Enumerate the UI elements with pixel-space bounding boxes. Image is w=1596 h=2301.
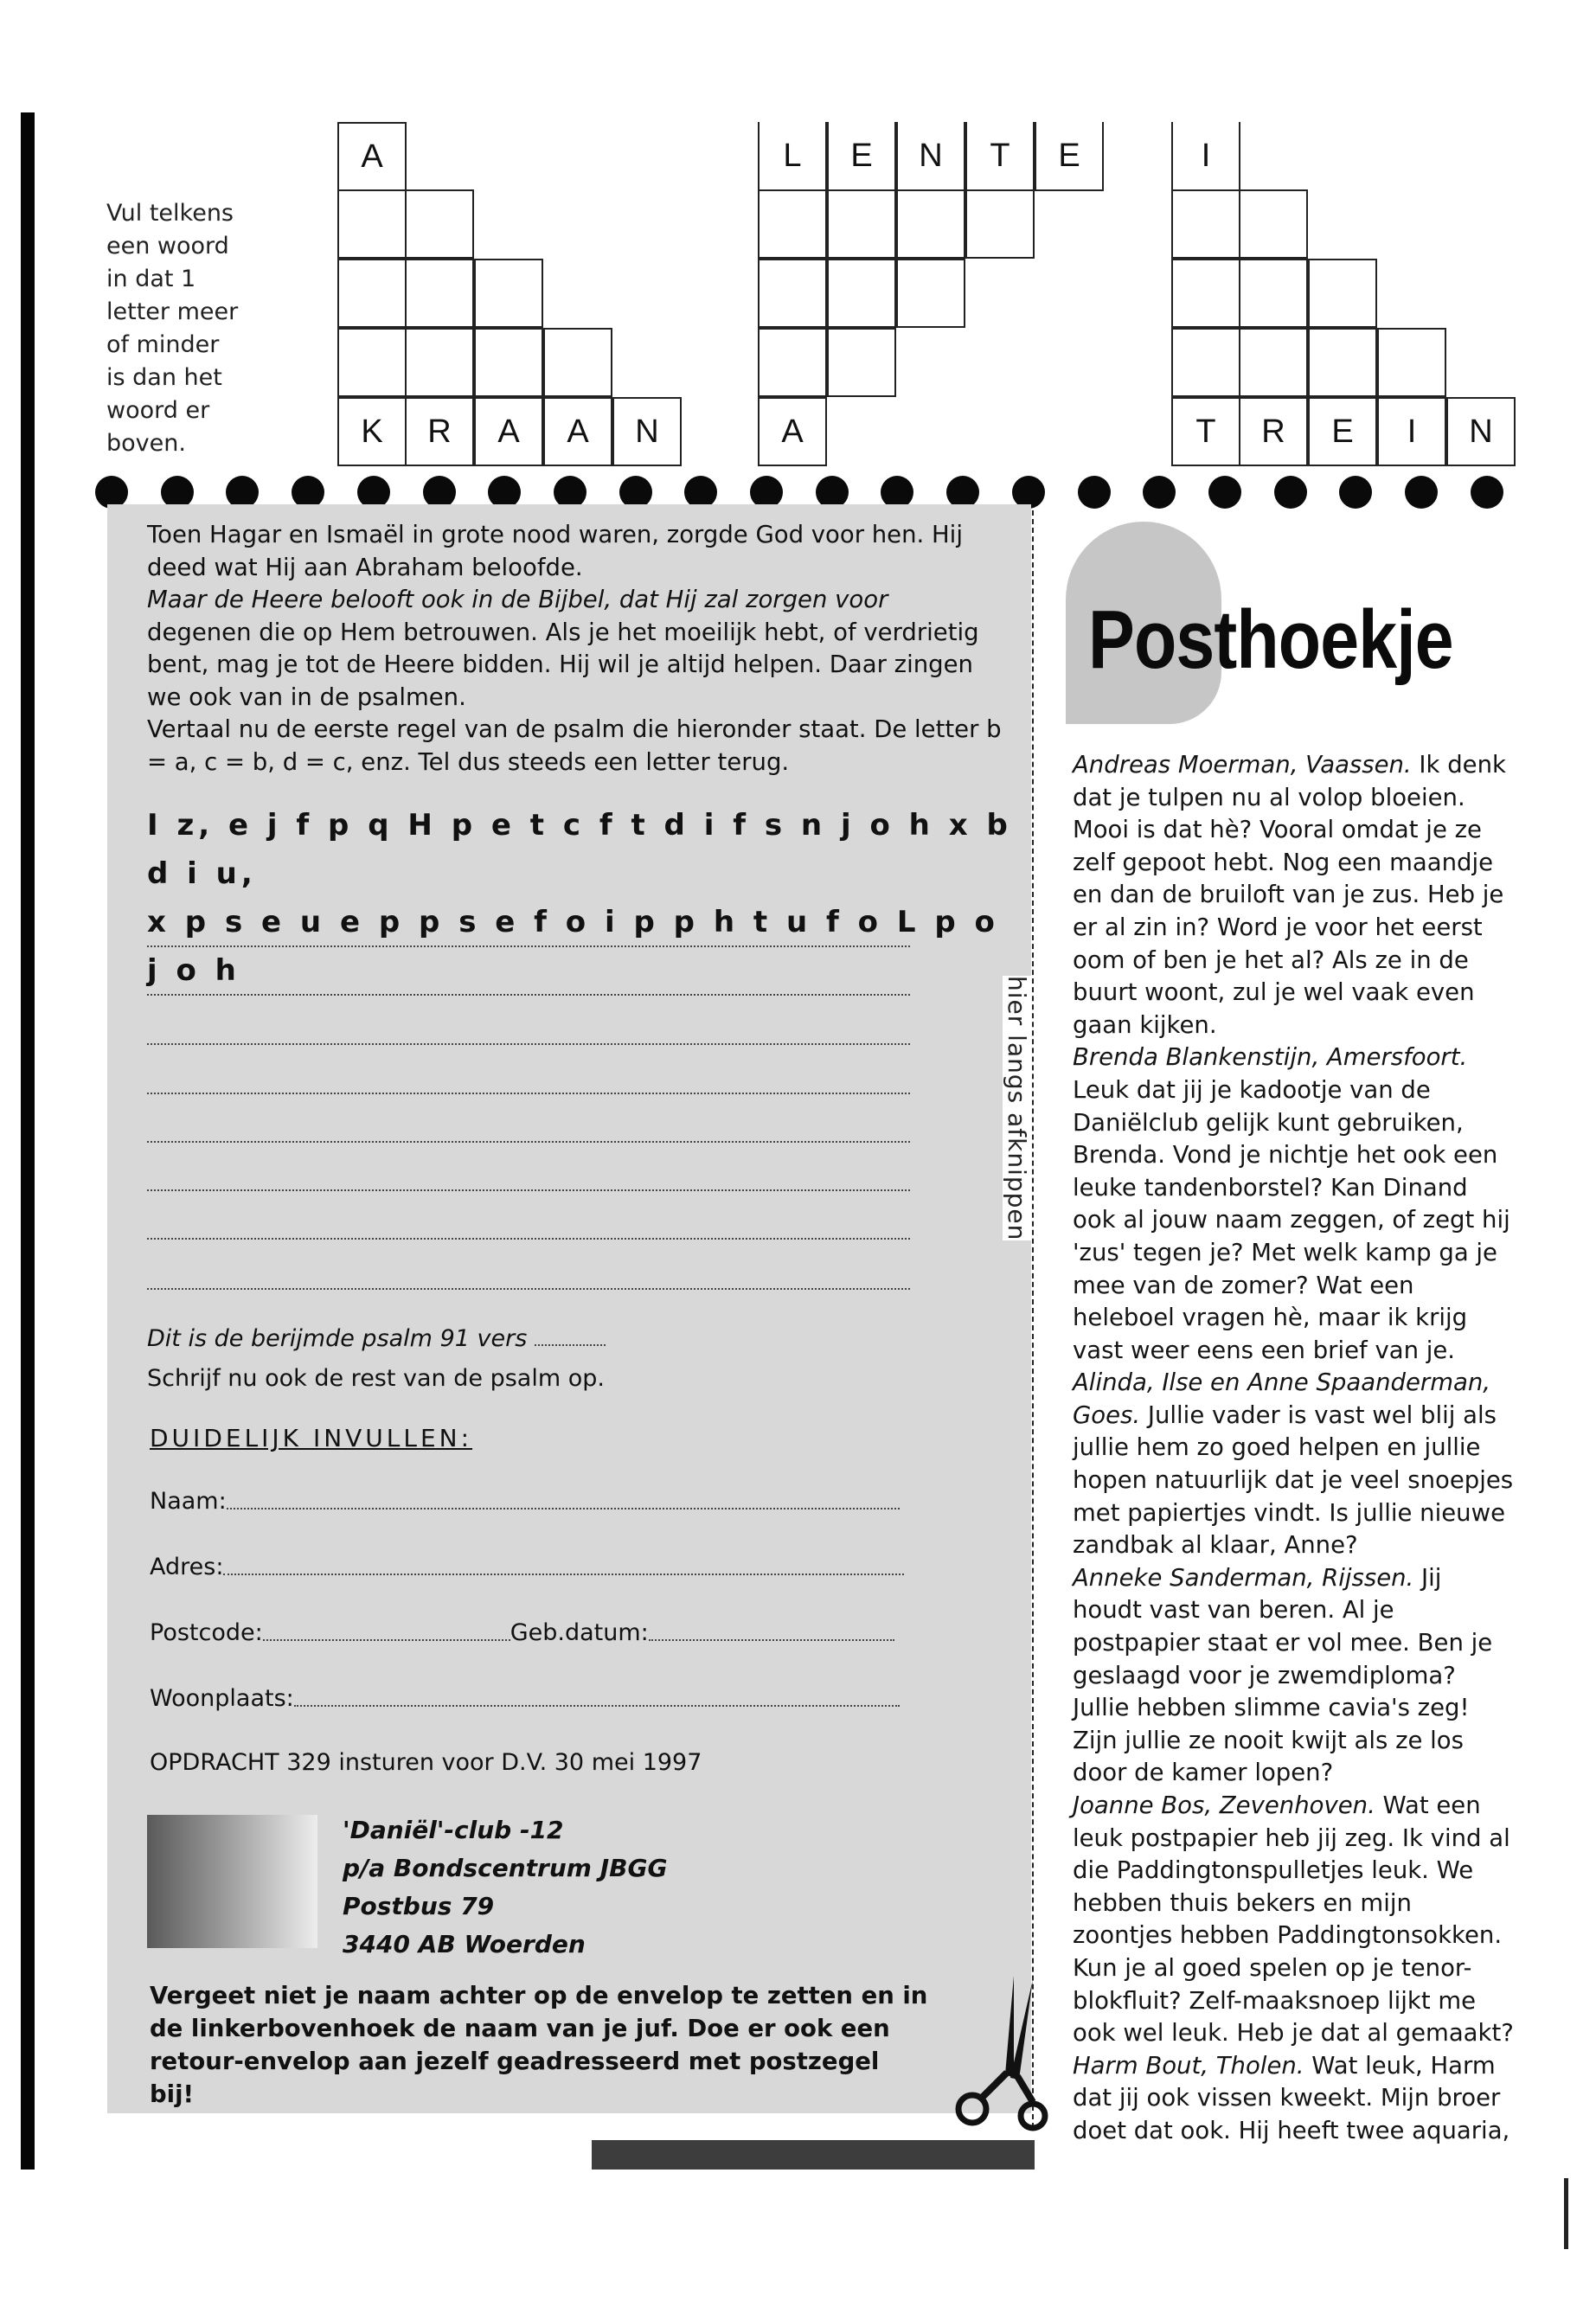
address-line: Postbus 79 — [343, 1892, 495, 1920]
reminder-text: Vergeet niet je naam achter op de envelop te zetten en in de linkerbovenhoek de naam van je juf. Doe er ook een retour-envelop aan jezelf geadresseerd met postzegel bij! — [150, 1982, 928, 2108]
grid1-bottom-cell[interactable]: N — [612, 397, 682, 466]
separator-dot — [1208, 476, 1241, 509]
scan-right-edge — [1564, 2178, 1568, 2249]
grid-cell[interactable] — [1239, 328, 1308, 397]
city-field[interactable] — [150, 1685, 900, 1712]
grid1-bottom-cell[interactable]: K — [337, 397, 407, 466]
grid-cell[interactable] — [758, 328, 827, 397]
cipher-line: I z, e j f p q H p e t c f t d i f s n j o h x b d i u, — [147, 808, 1012, 891]
separator-dot — [1078, 476, 1111, 509]
grid-cell[interactable] — [474, 259, 543, 328]
grid1-bottom-cell[interactable]: R — [405, 397, 474, 466]
intro-instruction: Vertaal nu de eerste regel van de psalm die hieronder staat. De letter b = a, c = b, d = c, enz. Tel dus steeds een letter terug. — [147, 715, 1002, 776]
postcode-field[interactable] — [150, 1619, 894, 1646]
grid3-bottom-cell[interactable]: I — [1377, 397, 1446, 466]
letter-writer: Joanne Bos, Zevenhoven. — [1073, 1791, 1375, 1819]
scan-left-edge — [21, 112, 35, 2170]
grid-cell[interactable] — [337, 328, 407, 397]
answer-line[interactable] — [147, 1189, 910, 1191]
grid1-top-cell[interactable]: A — [337, 122, 407, 191]
grid-cell[interactable] — [758, 259, 827, 328]
separator-dot — [1471, 476, 1503, 509]
grid-cell[interactable] — [1171, 189, 1240, 259]
grid-cell[interactable] — [543, 328, 612, 397]
grid-cell[interactable] — [1308, 259, 1377, 328]
grid2-top-cell[interactable]: T — [965, 122, 1035, 191]
name-label: Naam: — [150, 1488, 227, 1515]
letter-reply: Ik denk dat je tulpen nu al volop bloeien. Mooi is dat hè? Vooral omdat je ze zelf gepoot hebt. Nog een maandje en dan de bruiloft van je zus. Heb je er al zin in? Word je voor het eerst oom of ben je het al? Als ze in de buurt woont, zul je wel vaak even gaan kijken. — [1073, 751, 1506, 1039]
grid-cell[interactable] — [337, 259, 407, 328]
grid1-bottom-cell[interactable]: A — [474, 397, 543, 466]
grid-cell[interactable] — [1239, 189, 1308, 259]
grid2-top-cell[interactable]: L — [758, 122, 827, 191]
intro-text: degenen die op Hem betrouwen. Als je het moeilijk hebt, of verdrietig bent, mag je tot de Heere bidden. Hij wil je altijd helpen. Daar zingen we ook van in de psalmen. — [147, 618, 979, 711]
grid-cell[interactable] — [337, 189, 407, 259]
postcode-input-line[interactable] — [263, 1639, 510, 1641]
address-line: 3440 AB Woerden — [343, 1930, 586, 1958]
separator-dot — [1339, 476, 1372, 509]
answer-line[interactable] — [147, 1237, 910, 1240]
grid-cell[interactable] — [1308, 328, 1377, 397]
envelope-graphic — [147, 1815, 317, 1948]
scissors-icon — [953, 1971, 1048, 2135]
mailing-address — [343, 1811, 667, 1964]
fill-in-heading: DUIDELIJK INVULLEN: — [150, 1424, 473, 1452]
letter-reply: Jullie vader is vast wel blij als jullie hem zo goed helpen en jullie hopen natuurlijk dat je veel snoepjes met papiertjes vindt. Is jullie nieuwe zandbak al klaar, Anne? — [1073, 1400, 1514, 1560]
grid-cell[interactable] — [405, 189, 474, 259]
letter-writer: Andreas Moerman, Vaassen. — [1073, 751, 1412, 779]
write-rest-instruction: Schrijf nu ook de rest van de psalm op. — [147, 1365, 605, 1392]
cipher-text — [147, 801, 1012, 995]
verse-blank[interactable] — [535, 1344, 606, 1346]
address-line: 'Daniël'-club -12 — [343, 1816, 564, 1844]
answer-line[interactable] — [147, 1092, 910, 1094]
grid2-top-cell[interactable]: E — [827, 122, 896, 191]
separator-dot — [1274, 476, 1307, 509]
postcode-label: Postcode: — [150, 1619, 263, 1646]
grid-cell[interactable] — [1171, 328, 1240, 397]
grid-cell[interactable] — [1239, 259, 1308, 328]
grid3-bottom-cell[interactable]: N — [1446, 397, 1516, 466]
page-number-bar — [592, 2140, 1035, 2170]
grid3-bottom-cell[interactable]: T — [1171, 397, 1240, 466]
address-field[interactable] — [150, 1554, 904, 1580]
separator-dot — [1143, 476, 1176, 509]
grid-cell[interactable] — [827, 328, 896, 397]
answer-line[interactable] — [147, 1287, 910, 1290]
address-input-line[interactable] — [223, 1574, 904, 1575]
cipher-line: x p s e u e p p s e f o i p p h t u f o L p o j o h — [147, 905, 999, 988]
letter-writer: Brenda Blankenstijn, Amersfoort. — [1073, 1043, 1468, 1072]
letter-reply: Jij houdt vast van beren. Al je postpapier staat er vol mee. Ben je geslaagd voor je zwemdiploma? Jullie hebben slimme cavia's zeg! Zijn jullie ze nooit kwijt als ze los door de kamer lopen? — [1073, 1563, 1493, 1787]
grid3-top-cell[interactable]: I — [1171, 122, 1240, 191]
answer-line[interactable] — [147, 945, 910, 947]
answer-line[interactable] — [147, 993, 910, 996]
letter-reply: Wat leuk, Harm dat jij ook vissen kweekt. Mijn broer doet dat ook. Hij heeft twee aquaria, — [1073, 2051, 1510, 2144]
grid-cell[interactable] — [896, 259, 965, 328]
grid-cell[interactable] — [405, 328, 474, 397]
grid-cell[interactable] — [474, 328, 543, 397]
city-label: Woonplaats: — [150, 1685, 294, 1712]
grid2-bottom-cell[interactable]: A — [758, 397, 827, 466]
cut-here-label: hier langs afknippen — [1003, 976, 1031, 1241]
grid1-bottom-cell[interactable]: A — [543, 397, 612, 466]
separator-dot — [1405, 476, 1438, 509]
post-corner-title: Posthoekje — [1088, 593, 1453, 686]
grid-cell[interactable] — [965, 189, 1035, 259]
deadline-text: OPDRACHT 329 insturen voor D.V. 30 mei 1997 — [150, 1749, 702, 1776]
cut-line — [1032, 510, 1034, 2128]
birthdate-input-line[interactable] — [649, 1639, 894, 1641]
address-label: Adres: — [150, 1554, 224, 1580]
letter-reply: Leuk dat jij je kadootje van de Daniëlclub gelijk kunt gebruiken, Brenda. Vond je nichtje het ook een leuke tandenborstel? Kan Dinand ook al jouw naam zeggen, of zegt hij 'zus' tegen je? Met welk kamp ga je mee van de zomer? Wat een heleboel vragen hè, maar ik krijg vast weer eens een brief van je. — [1073, 1075, 1510, 1364]
grid-cell[interactable] — [1377, 328, 1446, 397]
psalm-verse-label — [147, 1325, 606, 1352]
grid-cell[interactable] — [827, 189, 896, 259]
grid-cell[interactable] — [1171, 259, 1240, 328]
assignment-intro — [147, 519, 1012, 779]
answer-line[interactable] — [147, 1140, 910, 1143]
puzzle-instruction: Vul telkens een woord in dat 1 letter meer of minder is dan het woord er boven. — [106, 200, 239, 457]
grid-cell[interactable] — [405, 259, 474, 328]
address-line: p/a Bondscentrum JBGG — [343, 1854, 668, 1882]
name-input-line[interactable] — [227, 1508, 900, 1509]
grid-cell[interactable] — [827, 259, 896, 328]
grid3-bottom-cell[interactable]: R — [1239, 397, 1308, 466]
grid2-top-cell[interactable]: N — [896, 122, 965, 191]
name-field[interactable] — [150, 1488, 900, 1515]
letter-writer: Anneke Sanderman, Rijssen. — [1073, 1563, 1414, 1592]
grid-cell[interactable] — [896, 189, 965, 259]
birthdate-label: Geb.datum: — [510, 1619, 649, 1646]
psalm-label-text: Dit is de berijmde psalm 91 vers — [147, 1325, 528, 1352]
letter-writer: Alinda, Ilse en Anne Spaanderman, Goes. — [1073, 1368, 1491, 1429]
city-input-line[interactable] — [294, 1705, 900, 1707]
letter-reply: Wat een leuk postpapier heb jij zeg. Ik vind al die Paddingtonspulletjes leuk. We hebben thuis bekers en mijn zoontjes hebben Paddingtonsokken. Kun je al goed spelen op je tenor-blokfluit? Zelf-maaksnoep lijkt me ook wel leuk. Heb je dat al gemaakt? — [1073, 1791, 1514, 2048]
answer-line[interactable] — [147, 1042, 910, 1045]
post-corner-letters — [1073, 749, 1514, 2148]
letter-writer: Harm Bout, Tholen. — [1073, 2051, 1304, 2080]
grid2-top-cell[interactable]: E — [1035, 122, 1104, 191]
intro-text: Toen Hagar en Ismaël in grote nood waren, zorgde God voor hen. Hij deed wat Hij aan Abraham beloofde. — [147, 521, 963, 581]
intro-text-italic: Maar de Heere belooft ook in de Bijbel, dat Hij zal zorgen voor — [147, 586, 888, 613]
grid3-bottom-cell[interactable]: E — [1308, 397, 1377, 466]
grid-cell[interactable] — [758, 189, 827, 259]
